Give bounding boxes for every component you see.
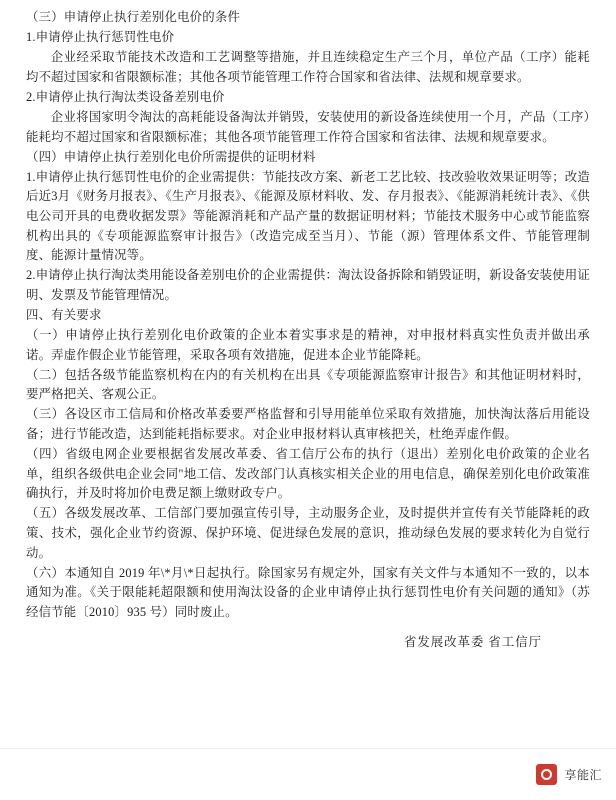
paragraph: （四）申请停止执行差别化电价所需提供的证明材料: [26, 149, 316, 164]
paragraph: （一）申请停止执行差别化电价政策的企业本着实事求是的精神，对申报材料真实性负责并做出承诺。弄虚作假企业节能管理，采取各项有效措施，促进本企业节能降耗。: [26, 328, 590, 362]
signature-block: 省发展改革委 省工信厅: [403, 635, 542, 650]
paragraph: （四）省级电网企业要根据省发展改革委、省工信厅公布的执行（退出）差别化电价政策的企业名单，组织各级供电企业会同"地工信、发改部门认真核实相关企业的用电信息，确保差别化电价政策准确执行，并及时将加价电费足额上缴财政专户。: [26, 447, 590, 501]
paragraph: 四、有关要求: [26, 307, 102, 322]
paragraph: 1.申请停止执行惩罚性电价的企业需提供：节能技改方案、新老工艺比较、技改验收效果证明等；改造后近3月《财务月报表》、《生产月报表》、《能源及原材料收、发、存月报表》、《能源消耗统计表》、《供电公司开具的电费收据发票》等能源消耗和产品产量的数据证明材料；节能技术服务中心或节能监察机构出具的《专项能源监察审计报告》（改造完成至当月）、节能（源）管理体系文件、节能管理制度、能源计量情况等。: [26, 169, 590, 263]
account-name: 享能汇: [564, 768, 602, 782]
account-chip[interactable]: [536, 764, 602, 785]
document-body: [26, 8, 590, 622]
footer-bar: [0, 748, 616, 800]
paragraph: 2.申请停止执行淘汰类用能设备差别电价的企业需提供：淘汰设备拆除和销毁证明，新设备安装使用证明、发票及节能管理情况。: [26, 268, 590, 302]
paragraph: 1.申请停止执行惩罚性电价: [26, 30, 175, 45]
paragraph: （六）本通知自 2019 年\*月\*日起执行。除国家另有规定外，国家有关文件与本通知不一致的，以本通知为准。《关于限能耗超限额和使用淘汰设备的企业申请停止执行惩罚性电价有关问题的通知》（苏经信节能〔2010〕935 号）同时废止。: [26, 565, 590, 619]
paragraph: 企业经采取节能技术改造和工艺调整等措施，并且连续稳定生产三个月，单位产品（工序）能耗均不超过国家和省限额标准；其他各项节能管理工作符合国家和省法律、法规和规章要求。: [26, 50, 590, 84]
paragraph: （三）各设区市工信局和价格改革委要严格监督和引导用能单位采取有效措施，加快淘汰落后用能设备；进行节能改造，达到能耗指标要求。对企业申报材料认真审核把关，杜绝弄虚作假。: [26, 407, 590, 441]
paragraph: （五）各级发展改革、工信部门要加强宣传引导，主动服务企业，及时提供并宣传有关节能降耗的政策、技术，强化企业节约资源、保护环境、促进绿色发展的意识，推动绿色发展的要求转化为自觉行动。: [26, 506, 590, 560]
paragraph: 企业将国家明令淘汰的高耗能设备淘汰并销毁，安装使用的新设备连续使用一个月，产品（工序）能耗均不超过国家和省限额标准；其他各项节能管理工作符合国家和省法律、法规和规章要求。: [26, 109, 590, 144]
circle-mark-icon: [536, 764, 557, 785]
paragraph: （三）申请停止执行差别化电价的条件: [26, 10, 241, 24]
paragraph: （二）包括各级节能监察机构在内的有关机构在出具《专项能源监察审计报告》和其他证明材料时，要严格把关、客观公正。: [26, 367, 590, 402]
paragraph: 2.申请停止执行淘汰类设备差别电价: [26, 89, 225, 104]
